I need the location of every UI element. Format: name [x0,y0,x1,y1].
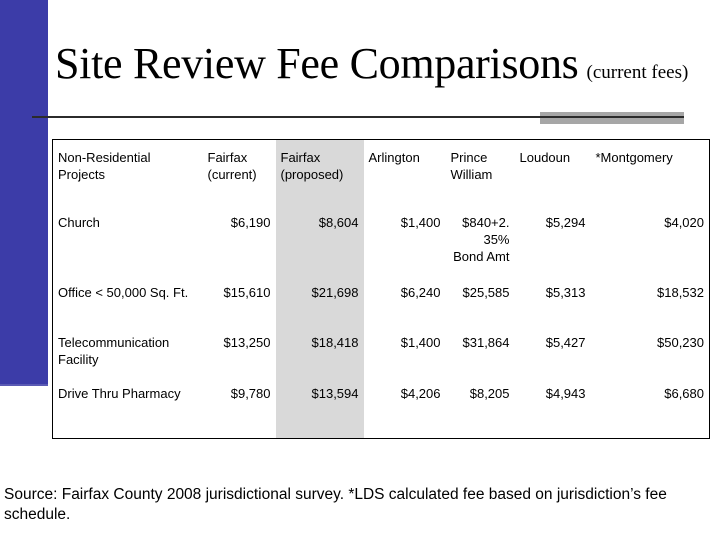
title-text: Site Review Fee Comparisons [55,39,579,88]
cell-montgomery: $50,230 [657,334,704,350]
header-projects: Non-Residential Projects [58,150,151,182]
header-montgomery: *Montgomery [595,150,673,165]
left-accent-bar [0,0,48,384]
cell-fairfax-proposed: $13,594 [276,377,364,439]
cell-loudoun: $4,943 [545,385,586,401]
cell-montgomery: $6,680 [664,385,704,401]
cell-loudoun: $5,313 [545,284,586,300]
fee-comparison-table [52,139,710,439]
header-loudoun: Loudoun [519,150,571,165]
title-subtitle: (current fees) [586,62,689,83]
header-fairfax-current: Fairfax (current) [207,150,257,182]
cell-fairfax-proposed: $8,604 [276,204,364,276]
cell-project: Telecommunication Facility [58,334,170,367]
cell-project: Office < 50,000 Sq. Ft. [58,284,189,300]
cell-arlington: $4,206 [400,385,441,401]
cell-arlington: $1,400 [400,334,441,350]
title-rule-accent [540,112,684,124]
left-accent-bar-edge [0,384,48,386]
cell-fairfax-current: $9,780 [230,385,271,401]
cell-loudoun: $5,427 [545,334,586,350]
table-row [53,377,710,439]
cell-prince-william: $840+2. 35% Bond Amt [453,214,510,264]
header-prince-william: Prince William [450,150,493,182]
table-header-row [53,140,710,204]
cell-project: Church [58,214,100,230]
cell-fairfax-current: $6,190 [230,214,271,230]
cell-loudoun: $5,294 [545,214,586,230]
title-rule [32,116,684,118]
cell-prince-william: $8,205 [469,385,510,401]
table-row [53,204,710,276]
cell-fairfax-proposed: $21,698 [276,276,364,326]
cell-arlington: $1,400 [400,214,441,230]
cell-fairfax-current: $15,610 [223,284,271,300]
cell-fairfax-proposed: $18,418 [276,326,364,377]
cell-arlington: $6,240 [400,284,441,300]
cell-montgomery: $18,532 [657,284,704,300]
source-footnote: Source: Fairfax County 2008 jurisdictional survey. *LDS calculated fee based on jurisdiction’s fee schedule. [4,486,667,523]
table-row [53,326,710,377]
slide-title [55,38,715,89]
cell-fairfax-current: $13,250 [223,334,271,350]
header-arlington: Arlington [368,150,420,165]
cell-prince-william: $31,864 [462,334,510,350]
cell-project: Drive Thru Pharmacy [58,385,181,401]
cell-montgomery: $4,020 [664,214,704,230]
table-row [53,276,710,326]
cell-prince-william: $25,585 [462,284,510,300]
header-fairfax-proposed: Fairfax (proposed) [276,140,364,204]
